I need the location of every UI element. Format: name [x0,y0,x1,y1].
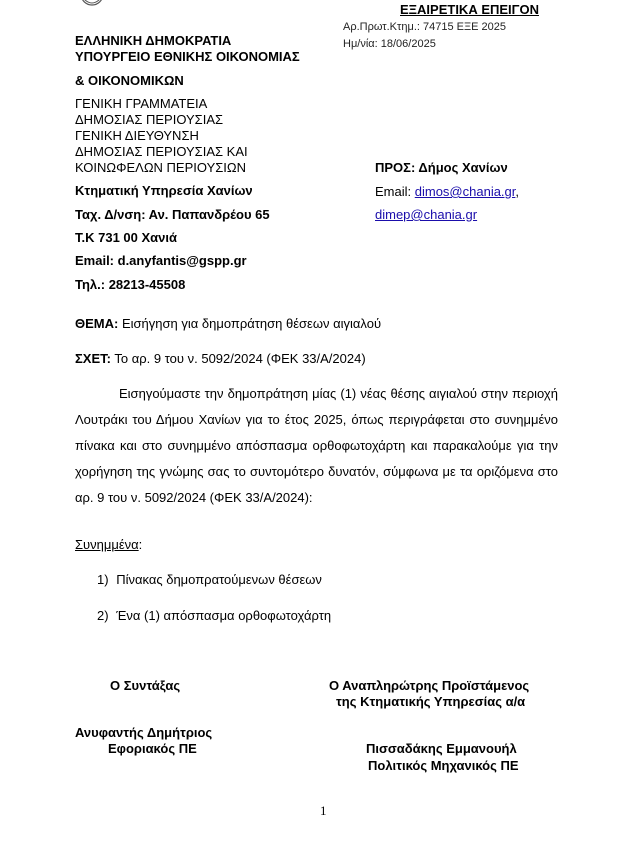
org-line: ΓΕΝΙΚΗ ΓΡΑΜΜΑΤΕΙΑ [75,96,208,111]
attachment-text: Ένα (1) απόσπασμα ορθοφωτοχάρτη [116,608,332,623]
right-signatory-name: Πισσαδάκης Εμμανουήλ [366,741,517,756]
protocol-number: Αρ.Πρωτ.Κτημ.: 74715 ΕΞΕ 2025 [343,21,506,33]
reference-line [75,351,366,366]
left-signatory-name: Ανυφαντής Δημήτριος [75,725,213,740]
sender-email: Email: d.anyfantis@gspp.gr [75,253,247,268]
urgency-label: ΕΞΑΙΡΕΤΙΚΑ ΕΠΕΙΓΟΝ [400,2,539,17]
recipient-to: ΠΡΟΣ: Δήμος Χανίων [375,160,508,175]
document-date: Ημ/νία: 18/06/2025 [343,38,436,50]
recipient-email-link-2[interactable]: dimep@chania.gr [375,207,478,222]
subject-label: ΘΕΜΑ: [75,316,119,331]
ministry-line-1: ΥΠΟΥΡΓΕΙΟ ΕΘΝΙΚΗΣ ΟΙΚΟΝΟΜΙΑΣ [75,49,300,64]
service-name: Κτηματική Υπηρεσία Χανίων [75,183,253,198]
subject-line [75,316,381,331]
attachments-colon: : [138,537,143,552]
sender-postal: Τ.Κ 731 00 Χανιά [75,230,177,245]
body-paragraph: Εισηγούμαστε την δημοπράτηση μίας (1) νέας θέσης αιγιαλού στην περιοχή Λουτράκι του Δήμου Χανίων για το έτος 2025, όπως περιγράφεται στο συνημμένο πίνακα και στο συνημμένο απόσπασμα ορθοφωτοχάρτη και παρακαλούμε για την χορήγηση της γνώμης σας το συντομότερο δυνατόν, σύμφωνα με τα οριζόμενα στο αρ. 9 του ν. 5092/2024 (ΦΕΚ 33/Α/2024): [75,386,558,505]
reference-text: Το αρ. 9 του ν. 5092/2024 (ΦΕΚ 33/Α/2024) [114,351,366,366]
org-line: ΔΗΜΟΣΙΑΣ ΠΕΡΙΟΥΣΙΑΣ [75,112,224,127]
state-name: ΕΛΛΗΝΙΚΗ ΔΗΜΟΚΡΑΤΙΑ [75,33,232,48]
left-signatory-title: Εφοριακός ΠΕ [108,741,197,756]
recipient-email-label: Email: [375,184,412,199]
greek-emblem-icon [78,0,106,8]
subject-text: Εισήγηση για δημοπράτηση θέσεων αιγιαλού [121,316,382,331]
attachment-text: Πίνακας δημοπρατούμενων θέσεων [116,572,322,587]
recipient-email-separator: , [515,184,520,199]
org-line: ΚΟΙΝΩΦΕΛΩΝ ΠΕΡΙΟΥΣΙΩΝ [75,160,247,175]
left-signatory-role: Ο Συντάξας [110,678,181,693]
org-line: ΔΗΜΟΣΙΑΣ ΠΕΡΙΟΥΣΙΑΣ ΚΑΙ [75,144,248,159]
recipient-email-line-2 [375,207,477,222]
recipient-email-link-1[interactable]: dimos@chania.gr [414,184,516,199]
attachment-number: 1) [97,572,109,587]
sender-address: Ταχ. Δ/νση: Αν. Παπανδρέου 65 [75,207,270,222]
org-line: ΓΕΝΙΚΗ ΔΙΕΥΘΥΝΣΗ [75,128,199,143]
right-signatory-role-2: της Κτηματικής Υπηρεσίας α/α [336,694,526,709]
attachment-number: 2) [97,608,109,623]
attachment-item [97,572,322,587]
sender-phone: Τηλ.: 28213-45508 [75,277,186,292]
right-signatory-title: Πολιτικός Μηχανικός ΠΕ [368,758,519,773]
reference-label: ΣΧΕΤ: [75,351,111,366]
attachments-title: Συνημμένα [75,537,139,552]
page-number: 1 [320,803,327,818]
attachment-item [97,608,331,623]
recipient-email-line [375,184,519,199]
organization-block [75,96,248,176]
ministry-line-2: & ΟΙΚΟΝΟΜΙΚΩΝ [75,73,184,88]
right-signatory-role-1: Ο Αναπληρώτρης Προϊστάμενος [329,678,530,693]
attachments-heading [75,537,142,552]
